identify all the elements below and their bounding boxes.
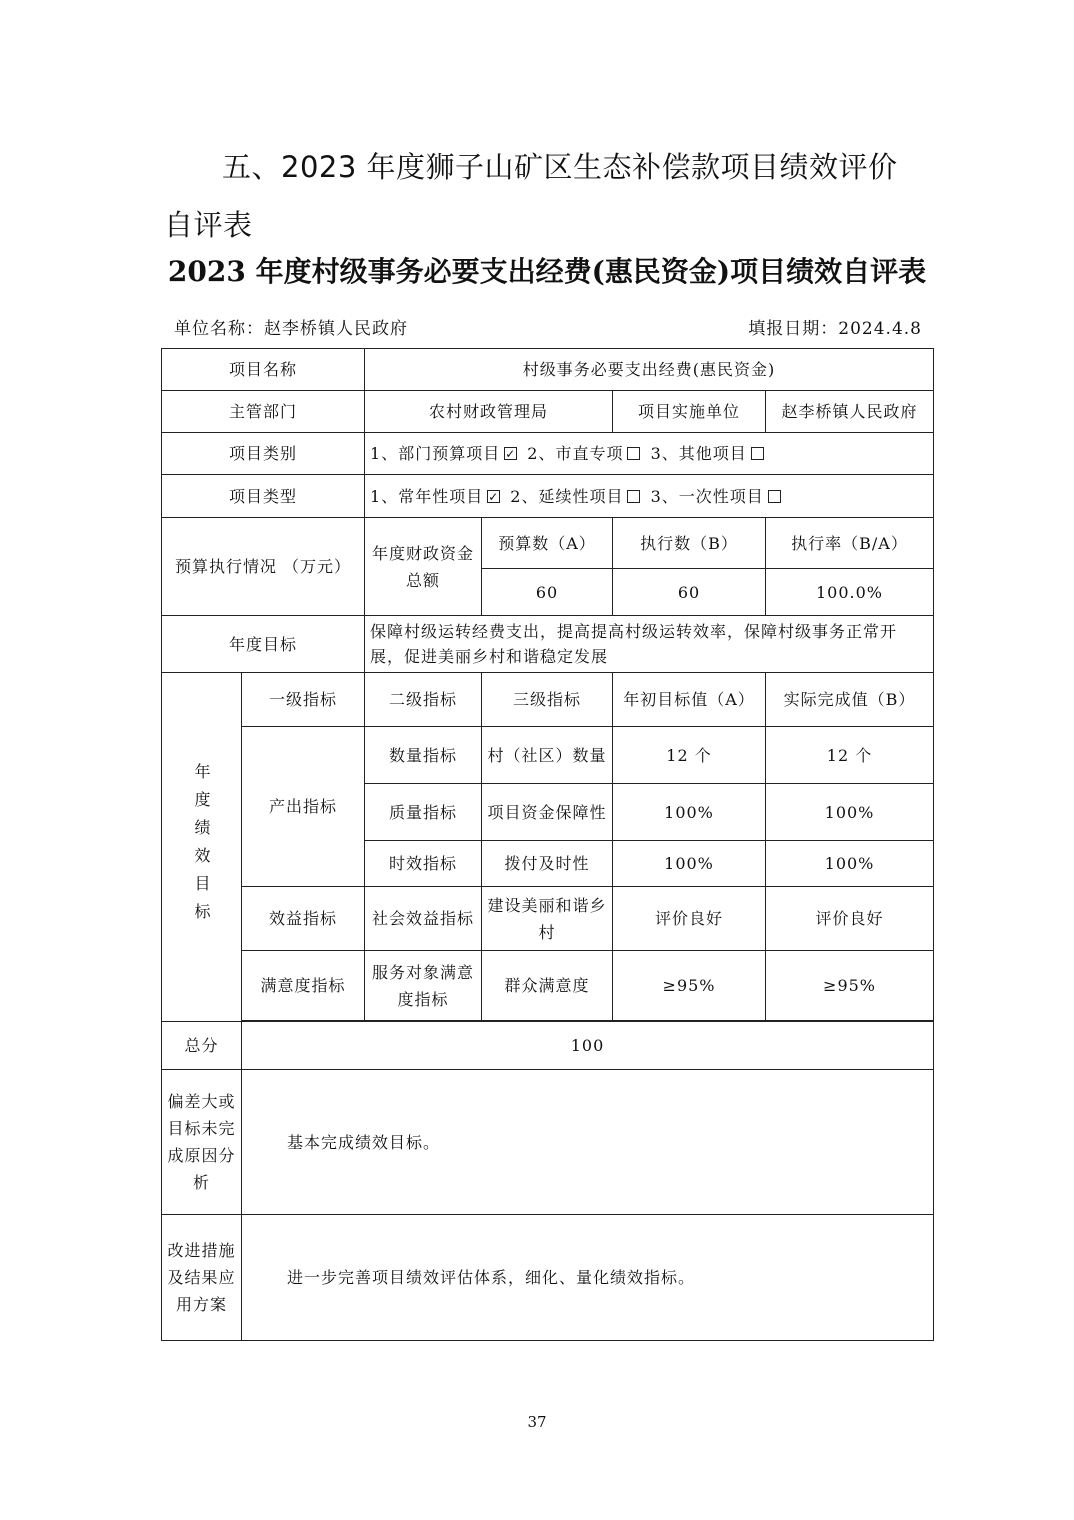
checkbox-icon: [751, 447, 764, 460]
perf-side-label: 年度绩效目标: [192, 763, 211, 931]
type-options: [365, 475, 934, 518]
l2-cell: 质量指标: [365, 784, 482, 841]
perf-header-5: 实际完成值（B）: [766, 673, 934, 727]
l2-cell: 时效指标: [365, 841, 482, 887]
satisfaction-l1: 满意度指标: [242, 951, 365, 1021]
section-heading: 五、2023 年度狮子山矿区生态补偿款项目绩效评价自评表: [164, 150, 898, 242]
benefit-l2: 社会效益指标: [365, 887, 482, 951]
l2-cell: 数量指标: [365, 727, 482, 784]
budget-label: 预算执行情况 （万元）: [162, 518, 365, 616]
dept-value: 农村财政管理局: [365, 391, 613, 433]
type-option-1: 1、常年性项目: [370, 486, 484, 506]
checkbox-icon: [487, 490, 500, 503]
perf-header-1: 一级指标: [242, 673, 365, 727]
row-type: [162, 475, 934, 518]
category-label: 项目类别: [162, 433, 365, 475]
budget-a-label: 预算数（A）: [482, 518, 613, 569]
benefit-l3: 建设美丽和谐乡村: [482, 887, 613, 951]
dept-label: 主管部门: [162, 391, 365, 433]
target-cell: 100%: [613, 841, 766, 887]
satisfaction-l2: 服务对象满意度指标: [365, 951, 482, 1021]
category-option-1: 1、部门预算项目: [370, 444, 501, 463]
form-title: 2023 年度村级事务必要支出经费(惠民资金)项目绩效自评表: [167, 255, 927, 288]
exec-rate-value: 100.0%: [766, 569, 934, 616]
actual-cell: 12 个: [766, 727, 934, 784]
row-total: [162, 1022, 934, 1070]
satisfaction-target: ≥95%: [613, 951, 766, 1021]
actual-cell: 100%: [766, 784, 934, 841]
budget-a-value: 60: [482, 569, 613, 616]
table-row: [162, 727, 934, 784]
checkbox-icon: [627, 447, 640, 460]
category-option-2: 2、市直专项: [527, 444, 624, 463]
type-label: 项目类型: [162, 475, 365, 518]
table-row: [162, 951, 934, 1021]
evaluation-table: [161, 348, 934, 1341]
fund-total-label: 年度财政资金总额: [365, 518, 482, 616]
perf-header-4: 年初目标值（A）: [613, 673, 766, 727]
exec-rate-label: 执行率（B/A）: [766, 518, 934, 569]
deviation-label: 偏差大或目标未完成原因分析: [162, 1070, 242, 1215]
impl-label: 项目实施单位: [613, 391, 766, 433]
satisfaction-actual: ≥95%: [766, 951, 934, 1021]
unit-name: 单位名称：赵李桥镇人民政府: [174, 319, 408, 339]
goal-text: 保障村级运转经费支出，提高提高村级运转效率，保障村级事务正常开展，促进美丽乡村和谐稳定发展: [365, 616, 934, 673]
page-number: 37: [527, 1413, 547, 1431]
row-perf-header: [162, 673, 934, 727]
row-budget-head: [162, 518, 934, 569]
checkbox-icon: [627, 490, 640, 503]
row-annual-goal: [162, 616, 934, 673]
total-value: 100: [242, 1022, 934, 1070]
category-options: [365, 433, 934, 475]
goal-label: 年度目标: [162, 616, 365, 673]
total-label: 总分: [162, 1022, 242, 1070]
project-name-value: 村级事务必要支出经费(惠民资金): [365, 349, 934, 391]
target-cell: 100%: [613, 784, 766, 841]
row-deviation: [162, 1070, 934, 1215]
l3-cell: 项目资金保障性: [482, 784, 613, 841]
impl-value: 赵李桥镇人民政府: [766, 391, 934, 433]
fill-date: 填报日期：2024.4.8: [748, 319, 922, 339]
exec-b-label: 执行数（B）: [613, 518, 766, 569]
actual-cell: 100%: [766, 841, 934, 887]
improve-text: 进一步完善项目绩效评估体系，细化、量化绩效指标。: [242, 1215, 934, 1341]
improve-label: 改进措施及结果应用方案: [162, 1215, 242, 1341]
row-improve: [162, 1215, 934, 1341]
checkbox-icon: [768, 490, 781, 503]
exec-b-value: 60: [613, 569, 766, 616]
l3-cell: 村（社区）数量: [482, 727, 613, 784]
benefit-l1: 效益指标: [242, 887, 365, 951]
table-row: [162, 887, 934, 951]
project-name-label: 项目名称: [162, 349, 365, 391]
l3-cell: 拨付及时性: [482, 841, 613, 887]
benefit-actual: 评价良好: [766, 887, 934, 951]
benefit-target: 评价良好: [613, 887, 766, 951]
perf-header-2: 二级指标: [365, 673, 482, 727]
deviation-text: 基本完成绩效目标。: [242, 1070, 934, 1215]
perf-header-3: 三级指标: [482, 673, 613, 727]
row-category: [162, 433, 934, 475]
checkbox-icon: [504, 447, 517, 460]
output-label: 产出指标: [242, 727, 365, 887]
satisfaction-l3: 群众满意度: [482, 951, 613, 1021]
target-cell: 12 个: [613, 727, 766, 784]
row-department: [162, 391, 934, 433]
perf-side-cell: [162, 673, 242, 1022]
category-option-3: 3、其他项目: [650, 444, 747, 463]
row-project-name: [162, 349, 934, 391]
type-option-2: 2、延续性项目: [510, 486, 624, 506]
type-option-3: 3、一次性项目: [650, 486, 764, 506]
